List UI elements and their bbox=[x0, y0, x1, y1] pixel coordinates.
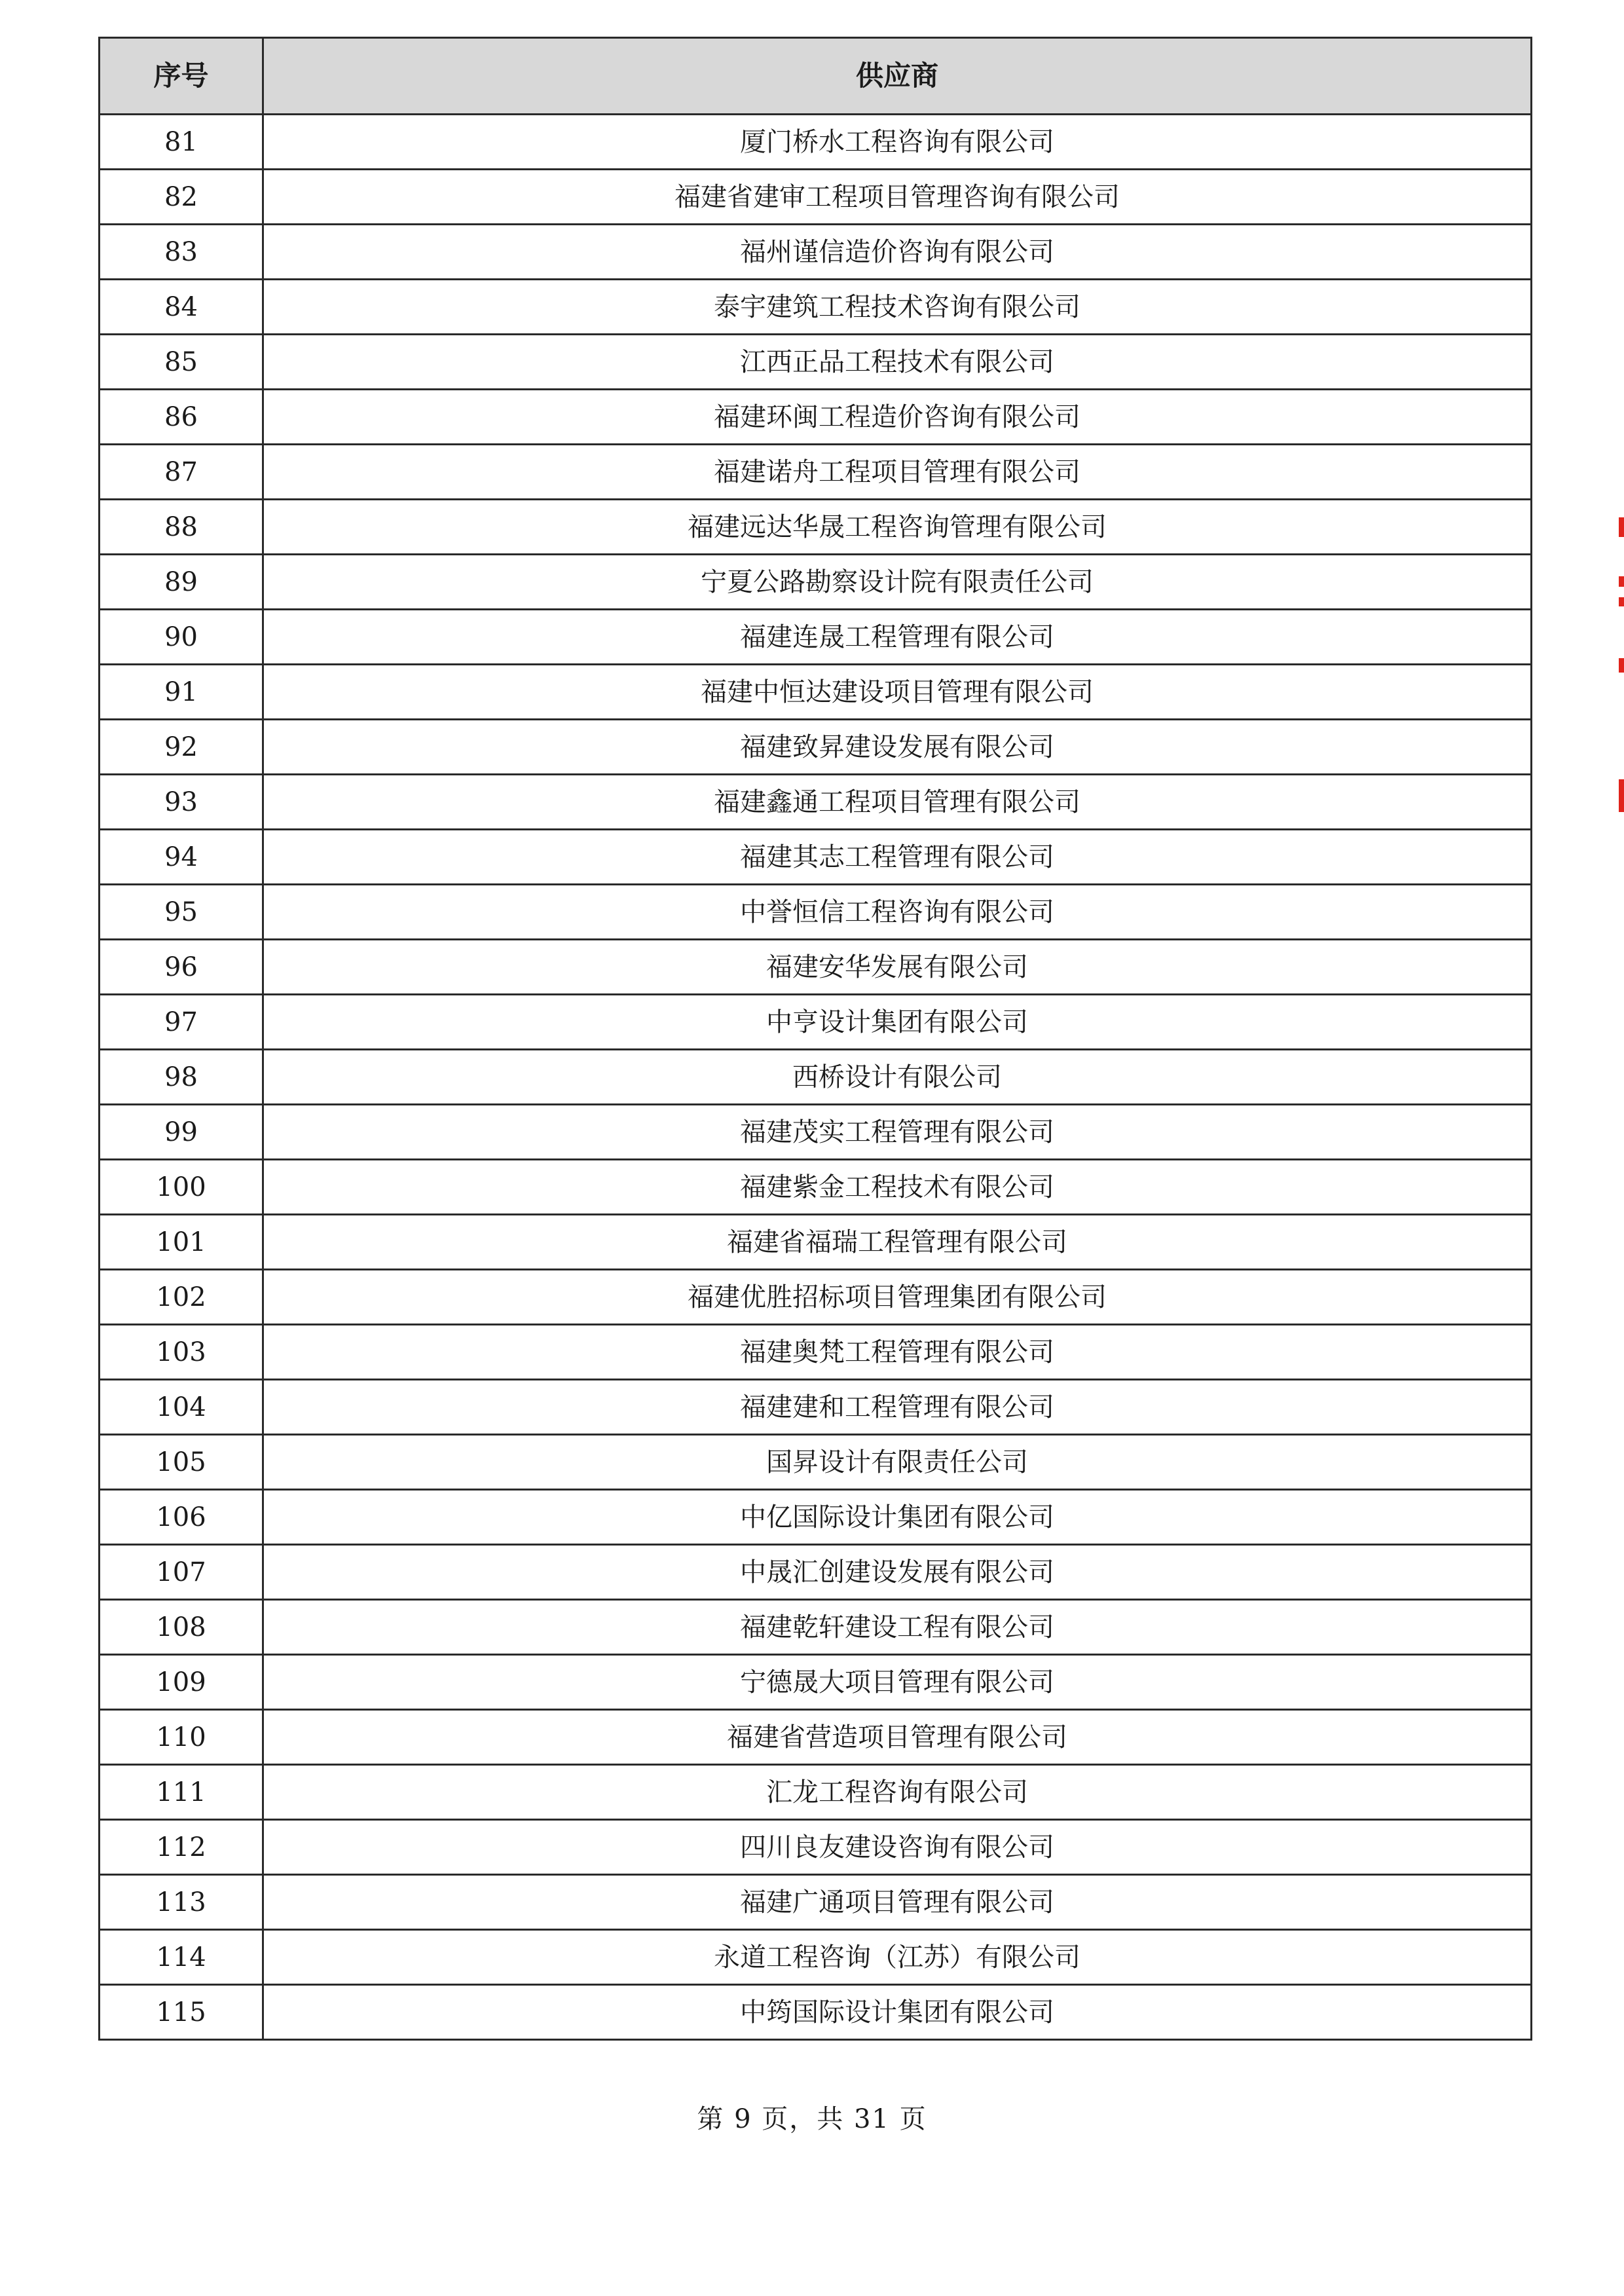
table-row bbox=[100, 1655, 1532, 1710]
row-number: 106 bbox=[100, 1490, 263, 1545]
table-row bbox=[100, 1490, 1532, 1545]
supplier-name: 宁德晟大项目管理有限公司 bbox=[263, 1655, 1532, 1710]
table-row bbox=[100, 1875, 1532, 1930]
supplier-name: 中晟汇创建设发展有限公司 bbox=[263, 1545, 1532, 1600]
header-num: 序号 bbox=[100, 38, 263, 115]
row-number: 96 bbox=[100, 940, 263, 995]
supplier-name: 福建连晟工程管理有限公司 bbox=[263, 610, 1532, 665]
table-row bbox=[100, 720, 1532, 775]
supplier-name: 福建中恒达建设项目管理有限公司 bbox=[263, 665, 1532, 720]
table-row bbox=[100, 115, 1532, 170]
row-number: 82 bbox=[100, 170, 263, 225]
table-row bbox=[100, 1545, 1532, 1600]
row-number: 90 bbox=[100, 610, 263, 665]
table-row bbox=[100, 1050, 1532, 1105]
row-number: 111 bbox=[100, 1765, 263, 1820]
supplier-name: 西桥设计有限公司 bbox=[263, 1050, 1532, 1105]
table-row bbox=[100, 1325, 1532, 1380]
table-row bbox=[100, 555, 1532, 610]
supplier-table bbox=[98, 37, 1532, 2041]
table-row bbox=[100, 775, 1532, 830]
table-row bbox=[100, 1765, 1532, 1820]
row-number: 91 bbox=[100, 665, 263, 720]
scan-mark bbox=[1619, 597, 1624, 606]
table-row bbox=[100, 280, 1532, 335]
table-row bbox=[100, 665, 1532, 720]
supplier-name: 福建广通项目管理有限公司 bbox=[263, 1875, 1532, 1930]
table-row bbox=[100, 335, 1532, 390]
row-number: 114 bbox=[100, 1930, 263, 1985]
supplier-name: 福建茂实工程管理有限公司 bbox=[263, 1105, 1532, 1160]
scan-mark bbox=[1619, 576, 1624, 587]
table-row bbox=[100, 1820, 1532, 1875]
supplier-name: 福建优胜招标项目管理集团有限公司 bbox=[263, 1270, 1532, 1325]
table-row bbox=[100, 225, 1532, 280]
table-row bbox=[100, 1215, 1532, 1270]
supplier-name: 福建紫金工程技术有限公司 bbox=[263, 1160, 1532, 1215]
supplier-name: 福建省营造项目管理有限公司 bbox=[263, 1710, 1532, 1765]
row-number: 81 bbox=[100, 115, 263, 170]
row-number: 105 bbox=[100, 1435, 263, 1490]
row-number: 103 bbox=[100, 1325, 263, 1380]
row-number: 84 bbox=[100, 280, 263, 335]
table-row bbox=[100, 170, 1532, 225]
supplier-name: 中亿国际设计集团有限公司 bbox=[263, 1490, 1532, 1545]
supplier-name: 福建省建审工程项目管理咨询有限公司 bbox=[263, 170, 1532, 225]
supplier-name: 中亨设计集团有限公司 bbox=[263, 995, 1532, 1050]
row-number: 85 bbox=[100, 335, 263, 390]
supplier-name: 福建致昇建设发展有限公司 bbox=[263, 720, 1532, 775]
row-number: 115 bbox=[100, 1985, 263, 2040]
supplier-name: 四川良友建设咨询有限公司 bbox=[263, 1820, 1532, 1875]
row-number: 112 bbox=[100, 1820, 263, 1875]
row-number: 101 bbox=[100, 1215, 263, 1270]
row-number: 92 bbox=[100, 720, 263, 775]
row-number: 109 bbox=[100, 1655, 263, 1710]
table-row bbox=[100, 940, 1532, 995]
scan-mark bbox=[1619, 517, 1624, 537]
table-header-row bbox=[100, 38, 1532, 115]
table-row bbox=[100, 1710, 1532, 1765]
supplier-name: 汇龙工程咨询有限公司 bbox=[263, 1765, 1532, 1820]
supplier-name: 福建诺舟工程项目管理有限公司 bbox=[263, 445, 1532, 500]
supplier-name: 福建乾轩建设工程有限公司 bbox=[263, 1600, 1532, 1655]
table-row bbox=[100, 1160, 1532, 1215]
row-number: 104 bbox=[100, 1380, 263, 1435]
supplier-name: 宁夏公路勘察设计院有限责任公司 bbox=[263, 555, 1532, 610]
scan-mark bbox=[1619, 779, 1624, 812]
supplier-name: 泰宇建筑工程技术咨询有限公司 bbox=[263, 280, 1532, 335]
row-number: 113 bbox=[100, 1875, 263, 1930]
table-body bbox=[100, 115, 1532, 2040]
row-number: 108 bbox=[100, 1600, 263, 1655]
table-row bbox=[100, 1985, 1532, 2040]
row-number: 102 bbox=[100, 1270, 263, 1325]
row-number: 94 bbox=[100, 830, 263, 885]
row-number: 83 bbox=[100, 225, 263, 280]
table-row bbox=[100, 1380, 1532, 1435]
row-number: 86 bbox=[100, 390, 263, 445]
table-header bbox=[100, 38, 1532, 115]
table-row bbox=[100, 1435, 1532, 1490]
row-number: 110 bbox=[100, 1710, 263, 1765]
supplier-name: 厦门桥水工程咨询有限公司 bbox=[263, 115, 1532, 170]
table-row bbox=[100, 500, 1532, 555]
row-number: 93 bbox=[100, 775, 263, 830]
row-number: 89 bbox=[100, 555, 263, 610]
supplier-name: 永道工程咨询（江苏）有限公司 bbox=[263, 1930, 1532, 1985]
row-number: 99 bbox=[100, 1105, 263, 1160]
table-row bbox=[100, 445, 1532, 500]
scan-mark bbox=[1619, 658, 1624, 673]
supplier-name: 福建远达华晟工程咨询管理有限公司 bbox=[263, 500, 1532, 555]
page-footer: 第 9 页，共 31 页 bbox=[697, 2104, 927, 2134]
supplier-name: 福建其志工程管理有限公司 bbox=[263, 830, 1532, 885]
supplier-name: 福建建和工程管理有限公司 bbox=[263, 1380, 1532, 1435]
row-number: 88 bbox=[100, 500, 263, 555]
supplier-name: 福州谨信造价咨询有限公司 bbox=[263, 225, 1532, 280]
table-row bbox=[100, 1600, 1532, 1655]
table-row bbox=[100, 830, 1532, 885]
row-number: 95 bbox=[100, 885, 263, 940]
supplier-name: 中筠国际设计集团有限公司 bbox=[263, 1985, 1532, 2040]
table-row bbox=[100, 1105, 1532, 1160]
table-row bbox=[100, 995, 1532, 1050]
row-number: 87 bbox=[100, 445, 263, 500]
table-row bbox=[100, 610, 1532, 665]
supplier-name: 福建奥梵工程管理有限公司 bbox=[263, 1325, 1532, 1380]
supplier-name: 中誉恒信工程咨询有限公司 bbox=[263, 885, 1532, 940]
supplier-name: 江西正品工程技术有限公司 bbox=[263, 335, 1532, 390]
row-number: 100 bbox=[100, 1160, 263, 1215]
table-row bbox=[100, 1930, 1532, 1985]
supplier-name: 福建环闽工程造价咨询有限公司 bbox=[263, 390, 1532, 445]
supplier-name: 福建鑫通工程项目管理有限公司 bbox=[263, 775, 1532, 830]
table-row bbox=[100, 390, 1532, 445]
supplier-table-container bbox=[98, 37, 1532, 2041]
supplier-name: 国昇设计有限责任公司 bbox=[263, 1435, 1532, 1490]
table-row bbox=[100, 1270, 1532, 1325]
row-number: 107 bbox=[100, 1545, 263, 1600]
supplier-name: 福建安华发展有限公司 bbox=[263, 940, 1532, 995]
row-number: 98 bbox=[100, 1050, 263, 1105]
header-supplier: 供应商 bbox=[263, 38, 1532, 115]
supplier-name: 福建省福瑞工程管理有限公司 bbox=[263, 1215, 1532, 1270]
row-number: 97 bbox=[100, 995, 263, 1050]
table-row bbox=[100, 885, 1532, 940]
